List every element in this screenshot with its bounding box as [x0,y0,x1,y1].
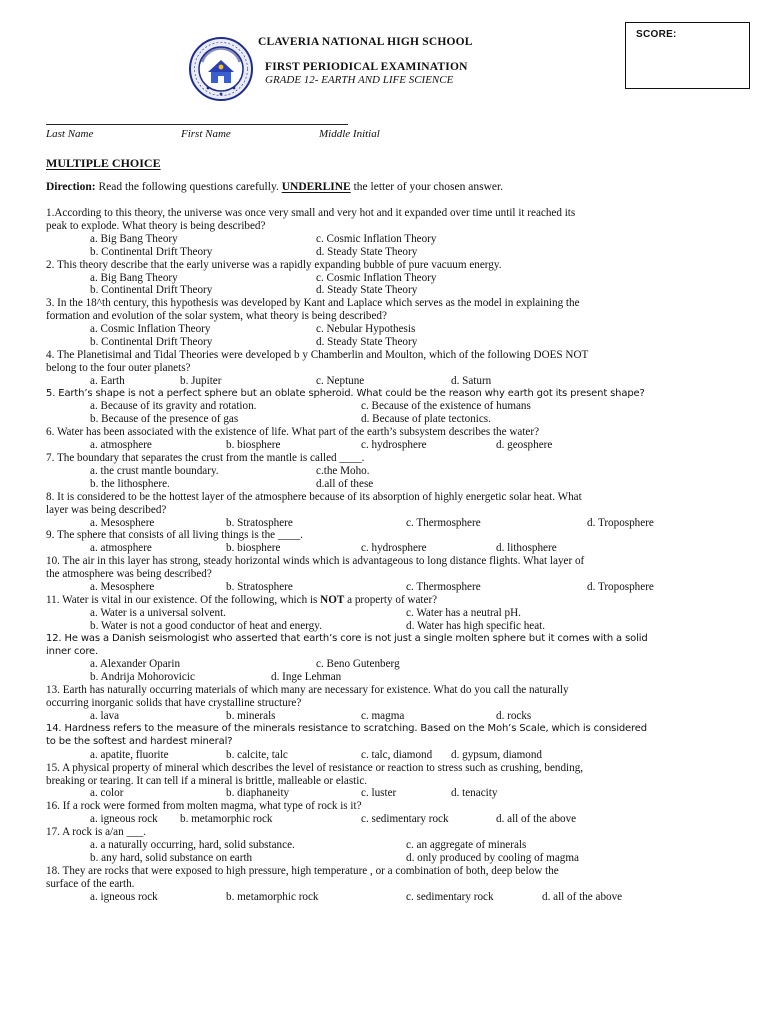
answer-choice[interactable]: b. Stratosphere [226,581,293,594]
answer-choice[interactable]: d. lithosphere [496,542,557,555]
answer-choice[interactable]: c. talc, diamond [361,748,433,761]
answer-choice[interactable]: d. Troposphere [587,516,654,529]
question-6 [46,426,726,452]
score-label: SCORE: [636,29,677,40]
direction-emphasis: UNDERLINE [281,181,351,193]
choice-row [46,336,726,349]
choice-row [46,671,726,684]
answer-choice[interactable]: a. Cosmic Inflation Theory [90,323,211,336]
question-text: 15. A physical property of mineral which describes the level of resistance or reaction to stress such as crushing, bending, [46,761,584,774]
choice-row [46,375,726,388]
choice-row [46,413,726,426]
question-text: 16. If a rock were formed from molten magma, what type of rock is it? [46,800,362,813]
exam-title: FIRST PERIODICAL EXAMINATION [265,61,468,73]
answer-choice[interactable]: c. Cosmic Inflation Theory [316,232,437,245]
question-text: peak to explode. What theory is being described? [46,219,266,232]
question-text: 17. A rock is a/an ___. [46,826,146,839]
question-4 [46,349,726,388]
question-text: the atmosphere was being described? [46,568,212,581]
choice-row [46,323,726,336]
answer-choice[interactable]: d. Water has high specific heat. [406,619,546,632]
question-text: formation and evolution of the solar system, what theory is being described? [46,310,387,323]
choice-row [46,658,726,671]
answer-choice[interactable]: a. Alexander Oparin [90,658,181,671]
answer-choice[interactable]: c. Neptune [316,374,365,387]
question-2 [46,259,726,298]
answer-choice[interactable]: a. the crust mantle boundary. [90,464,219,477]
answer-choice[interactable]: c. hydrosphere [361,439,427,452]
answer-choice[interactable]: a. Big Bang Theory [90,271,178,284]
answer-choice[interactable]: d. Because of plate tectonics. [361,413,491,426]
answer-choice[interactable]: d. gypsum, diamond [451,748,542,761]
question-text: 9. The sphere that consists of all living things is the ____. [46,529,303,542]
question-1 [46,207,726,259]
question-text: 1.According to this theory, the universe was once very small and very hot and it expanded over time until it reached its [46,207,576,219]
answer-choice[interactable]: b. Andrija Mohorovicic [90,671,195,684]
answer-choice[interactable]: b. Stratosphere [226,516,293,529]
answer-choice[interactable]: b. any hard, solid substance on earth [90,851,253,864]
question-text: breaking or tearing. It can tell if a mineral is brittle, malleable or elastic. [46,774,368,787]
choice-row [46,710,726,723]
choice-row [46,749,726,762]
answer-choice[interactable]: a. a naturally occurring, hard, solid substance. [90,839,295,852]
question-text: 18. They are rocks that were exposed to high pressure, high temperature , or a combination of both, deep below the [46,864,559,877]
choice-row [46,581,726,594]
answer-choice[interactable]: b. biosphere [226,439,281,452]
answer-choice[interactable]: b. the lithosphere. [90,477,170,490]
choice-row [46,233,726,246]
question-8 [46,491,726,530]
answer-choice[interactable]: c. Thermosphere [406,581,481,594]
question-5 [46,388,726,427]
score-box [625,22,750,89]
choice-row [46,813,726,826]
question-text: 6. Water has been associated with the existence of life. What part of the earth’s subsystem describes the water? [46,426,540,439]
answer-choice[interactable]: d. Steady State Theory [316,245,418,258]
answer-choice[interactable]: c. Thermosphere [406,516,481,529]
choice-row [46,478,726,491]
answer-choice[interactable]: d. rocks [496,710,532,723]
question-text: 10. The air in this layer has strong, steady horizontal winds which is advantageous to long distance flights. What layer of [46,555,585,568]
answer-choice[interactable]: a. Because of its gravity and rotation. [90,400,257,413]
answer-choice[interactable]: d. Inge Lehman [271,671,342,684]
answer-choice[interactable]: b. minerals [226,710,276,723]
choice-row [46,607,726,620]
choice-row [46,272,726,285]
answer-choice[interactable]: c.the Moho. [316,464,370,477]
choice-row [46,620,726,633]
answer-choice[interactable]: a. atmosphere [90,439,152,452]
question-text: 4. The Planetisimal and Tidal Theories were developed b y Chamberlin and Moulton, which of the following DOES NOT [46,348,589,361]
question-13 [46,684,726,723]
question-12 [46,633,726,685]
section-title: MULTIPLE CHOICE [46,156,161,170]
school-seal-icon [188,36,254,102]
question-text: 7. The boundary that separates the crust from the mantle is called ____. [46,452,365,465]
answer-choice[interactable]: a. Water is a universal solvent. [90,606,226,619]
answer-choice[interactable]: a. Mesosphere [90,581,155,594]
answer-choice[interactable]: c. luster [361,787,397,800]
question-11 [46,594,726,633]
question-7 [46,452,726,491]
answer-choice[interactable]: b. biosphere [226,542,281,555]
question-text: 5. Earth’s shape is not a perfect sphere but an oblate spheroid. What could be the reason why earth got its present shape? [46,387,645,399]
question-text: occurring inorganic solids that have crystalline structure? [46,697,302,710]
answer-choice[interactable]: c. an aggregate of minerals [406,839,527,852]
answer-choice[interactable]: c. magma [361,710,405,723]
question-9 [46,529,726,555]
choice-row [46,246,726,259]
choice-row [46,839,726,852]
answer-choice[interactable]: a. color [90,787,124,800]
question-text: 13. Earth has naturally occurring materials of which many are necessary for existence. What do you call the naturally [46,684,569,697]
choice-row [46,284,726,297]
grade-subject: GRADE 12- EARTH AND LIFE SCIENCE [265,74,454,86]
answer-choice[interactable]: a. Mesosphere [90,516,155,529]
answer-choice[interactable]: a. atmosphere [90,542,152,555]
question-10 [46,555,726,594]
direction [46,181,503,193]
answer-choice[interactable]: d. tenacity [451,787,498,800]
answer-choice[interactable]: b. metamorphic rock [180,813,273,826]
question-3 [46,297,726,349]
answer-choice[interactable]: a. lava [90,710,120,723]
choice-row [46,891,726,904]
answer-choice[interactable]: d. only produced by cooling of magma [406,851,579,864]
answer-choice[interactable]: b. Because of the presence of gas [90,413,239,426]
question-14 [46,723,726,762]
answer-choice[interactable]: a. igneous rock [90,813,158,826]
question-16 [46,800,726,826]
answer-choice[interactable]: c. Because of the existence of humans [361,400,531,413]
choice-row [46,542,726,555]
question-text: 3. In the 18^th century, this hypothesis was developed by Kant and Laplace which serves as the model in explaining the [46,297,580,310]
last-name-label: Last Name [46,128,94,140]
answer-choice[interactable]: d. all of the above [496,813,577,826]
answer-choice[interactable]: b. diaphaneity [226,787,290,800]
answer-choice[interactable]: a. Earth [90,374,125,387]
answer-choice[interactable]: d. Steady State Theory [316,284,418,297]
answer-choice[interactable]: b. Continental Drift Theory [90,335,213,348]
choice-row [46,517,726,530]
answer-choice[interactable]: d. all of the above [542,890,623,903]
choice-row [46,465,726,478]
question-text: 8. It is considered to be the hottest layer of the atmosphere because of its absorption of highly energetic solar heat. What [46,490,582,503]
answer-choice[interactable]: b. Jupiter [180,374,222,387]
answer-choice[interactable]: d.all of these [316,477,374,490]
answer-choice[interactable]: d. geosphere [496,439,553,452]
question-17 [46,826,726,865]
choice-row [46,400,726,413]
question-text: inner core. [46,645,99,657]
choice-row [46,439,726,452]
question-text: 12. He was a Danish seismologist who asserted that earth’s core is not just a single molten sphere but it comes with a solid [46,632,648,644]
question-text: 2. This theory describe that the early universe was a rapidly expanding bubble of pure vacuum energy. [46,258,502,271]
answer-choice[interactable]: b. calcite, talc [226,748,288,761]
answer-choice[interactable]: a. Big Bang Theory [90,232,178,245]
question-text: surface of the earth. [46,877,135,890]
answer-choice[interactable]: c. Nebular Hypothesis [316,323,416,336]
answer-choice[interactable]: b. metamorphic rock [226,890,319,903]
answer-choice[interactable]: d. Steady State Theory [316,335,418,348]
direction-label: Direction: [46,181,96,193]
answer-choice[interactable]: c. Cosmic Inflation Theory [316,271,437,284]
direction-text-end: the letter of your chosen answer. [350,181,504,193]
answer-choice[interactable]: c. sedimentary rock [361,813,449,826]
choice-row [46,787,726,800]
answer-choice[interactable]: c. Water has a neutral pH. [406,606,521,619]
answer-choice[interactable]: d. Saturn [451,374,492,387]
answer-choice[interactable]: b. Continental Drift Theory [90,245,213,258]
name-input-line[interactable] [46,124,348,125]
question-list [46,207,726,904]
question-text: 14. Hardness refers to the measure of the minerals resistance to scratching. Based on the Moh’s Scale, which is considered [46,722,647,734]
answer-choice[interactable]: d. Troposphere [587,581,654,594]
question-15 [46,762,726,801]
question-18 [46,865,726,904]
answer-choice[interactable]: c. hydrosphere [361,542,427,555]
direction-text: Read the following questions carefully. [95,181,282,193]
answer-choice[interactable]: a. igneous rock [90,890,158,903]
middle-initial-label: Middle Initial [319,128,380,140]
answer-choice[interactable]: a. apatite, fluorite [90,748,169,761]
school-name: CLAVERIA NATIONAL HIGH SCHOOL [258,36,473,48]
question-text: 11. Water is vital in our existence. Of the following, which is NOT a property of water? [46,593,438,606]
answer-choice[interactable]: b. Continental Drift Theory [90,284,213,297]
answer-choice[interactable]: b. Water is not a good conductor of heat and energy. [90,619,322,632]
question-text: belong to the four outer planets? [46,361,191,374]
first-name-label: First Name [181,128,231,140]
answer-choice[interactable]: c. Beno Gutenberg [316,658,400,671]
question-text: layer was being described? [46,503,167,516]
choice-row [46,852,726,865]
answer-choice[interactable]: c. sedimentary rock [406,890,494,903]
question-text: to be the softest and hardest mineral? [46,735,233,747]
